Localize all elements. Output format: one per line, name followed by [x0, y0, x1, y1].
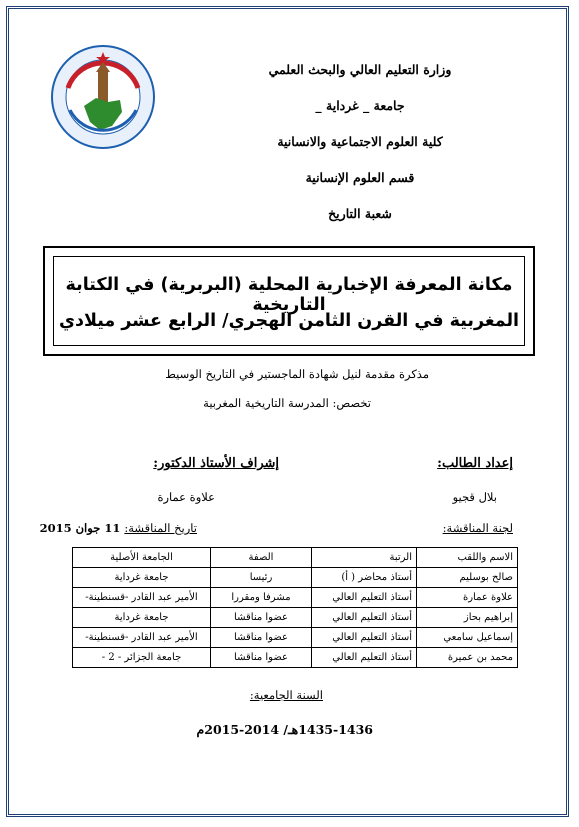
table-row: [73, 608, 518, 628]
branch-line: شعبة التاريخ: [328, 206, 392, 221]
member-role: عضوا مناقشا: [211, 608, 312, 628]
member-name: محمد بن عميرة: [417, 648, 518, 668]
title-line-1: مكانة المعرفة الإخبارية المحلية (البربرية) في الكتابة التاريخية: [65, 275, 513, 315]
faculty-line: كلية العلوم الاجتماعية والانسانية: [277, 134, 443, 149]
header-name: الاسم واللقب: [417, 548, 518, 568]
member-university: جامعة الجزائر - 2 -: [73, 648, 211, 668]
university-logo: [50, 44, 156, 150]
student-label: إعداد الطالب:: [437, 456, 513, 471]
defense-date-label: تاريخ المناقشة:: [124, 521, 197, 535]
member-name: إسماعيل سامعي: [417, 628, 518, 648]
table-header-row: [73, 548, 518, 568]
header-university: الجامعة الأصلية: [73, 548, 211, 568]
title-inner-frame: [53, 256, 525, 346]
defense-date: [40, 521, 197, 535]
memo-degree: مذكرة مقدمة لنيل شهادة الماجستير في التاريخ الوسيط: [165, 367, 429, 381]
table-row: [73, 628, 518, 648]
jury-label: لجنة المناقشة:: [442, 521, 513, 535]
supervisor-name: علاوة عمارة: [157, 490, 215, 504]
member-university: جامعة غرداية: [73, 608, 211, 628]
student-name: بلال قجيو: [452, 490, 497, 504]
member-university: جامعة غرداية: [73, 568, 211, 588]
jury-table: [72, 547, 518, 668]
member-role: عضوا مناقشا: [211, 648, 312, 668]
member-rank: أستاذ التعليم العالي: [312, 648, 417, 668]
member-role: مشرفا ومقررا: [211, 588, 312, 608]
department-line: قسم العلوم الإنسانية: [305, 170, 415, 185]
member-university: الأمير عبد القادر -قسنطينة-: [73, 588, 211, 608]
member-role: عضوا مناقشا: [211, 628, 312, 648]
member-rank: أستاذ التعليم العالي: [312, 588, 417, 608]
member-rank: أستاذ التعليم العالي: [312, 628, 417, 648]
header-rank: الرتبة: [312, 548, 417, 568]
supervisor-label: إشراف الأستاذ الدكتور:: [153, 456, 279, 471]
title-line-2: المغربية في القرن الثامن الهجري/ الرابع عشر ميلادي: [58, 311, 520, 331]
defense-date-value: 11 جوان 2015: [39, 521, 125, 535]
university-line: جامعة _ غرداية _: [315, 98, 405, 113]
academic-year-value: 1435-1436هـ/ 2014-2015م: [196, 722, 373, 737]
member-name: إبراهيم بحاز: [417, 608, 518, 628]
table-row: [73, 588, 518, 608]
member-rank: أستاذ محاضر ( أ): [312, 568, 417, 588]
table-row: [73, 568, 518, 588]
member-name: صالح بوسليم: [417, 568, 518, 588]
ministry-line: وزارة التعليم العالي والبحث العلمي: [268, 62, 452, 77]
member-rank: أستاذ التعليم العالي: [312, 608, 417, 628]
title-box: [43, 246, 535, 356]
member-role: رئيسا: [211, 568, 312, 588]
member-name: علاوة عمارة: [417, 588, 518, 608]
table-row: [73, 648, 518, 668]
memo-specialty: تخصص: المدرسة التاريخية المغربية: [203, 396, 371, 410]
academic-year-label: السنة الجامعية:: [249, 688, 323, 702]
member-university: الأمير عبد القادر -قسنطينة-: [73, 628, 211, 648]
header-role: الصفة: [211, 548, 312, 568]
